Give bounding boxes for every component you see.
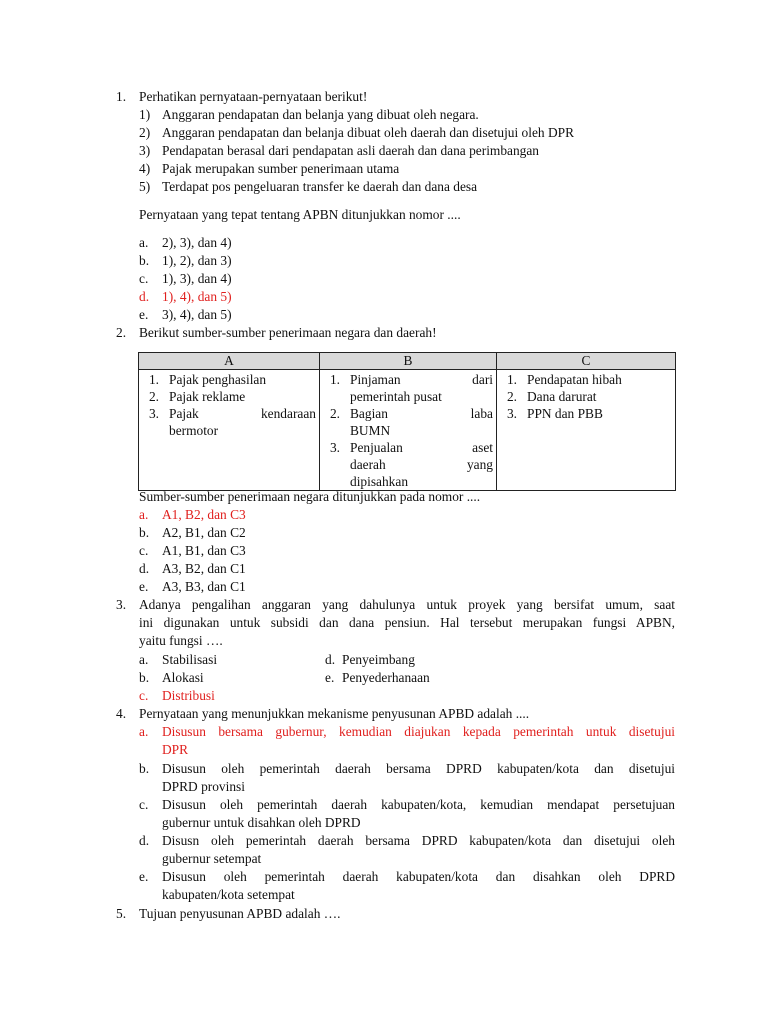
option-letter-answer: c.	[139, 688, 149, 703]
option-letter: c.	[139, 543, 149, 558]
option-letter: b.	[139, 670, 150, 685]
question-text-line: yaitu fungsi ….	[139, 633, 223, 648]
option-text: A2, B1, dan C2	[162, 525, 246, 540]
statement-text: Pendapatan berasal dari pendapatan asli daerah dan dana perimbangan	[162, 143, 539, 158]
question-number: 2.	[116, 325, 127, 340]
list-item: 2. Pajak reklame	[148, 389, 246, 404]
option-letter: e.	[139, 579, 149, 594]
option-letter: b.	[139, 253, 150, 268]
table-header-row	[139, 353, 676, 370]
question-text-line: Adanya pengalihan anggaran yang dahulunya untuk proyek yang bersifat umum, saat	[139, 597, 675, 612]
statement-number: 1)	[139, 107, 151, 122]
option-text: A1, B1, dan C3	[162, 543, 246, 558]
table-header-cell: B	[320, 353, 497, 370]
option-text: Disusun oleh pemerintah daerah kabupaten/kota dan disahkan oleh DPRD	[162, 869, 675, 884]
question-number: 4.	[116, 706, 127, 721]
question-text: Perhatikan pernyataan-pernyataan berikut!	[139, 89, 368, 104]
question-number: 1.	[116, 89, 127, 104]
table-row	[139, 370, 676, 491]
option-letter: a.	[139, 235, 149, 250]
option-text: Penyeimbang	[342, 652, 415, 667]
list-item: 3. Penjualan aset daerah yang dipisahkan	[329, 440, 493, 489]
question-number: 3.	[116, 597, 127, 612]
option-letter: a.	[139, 652, 149, 667]
question-prompt: Sumber-sumber penerimaan negara ditunjukkan pada nomor ....	[139, 489, 481, 504]
option-letter: b.	[139, 525, 150, 540]
option-text: 2), 3), dan 4)	[162, 235, 232, 250]
list-item: 1. Pinjaman dari pemerintah pusat	[329, 372, 493, 404]
question-prompt: Pernyataan yang tepat tentang APBN ditunjukkan nomor ....	[139, 207, 461, 222]
option-text: Disusn oleh pemerintah daerah bersama DPRD kabupaten/kota dan disetujui oleh	[162, 833, 675, 848]
statement-text: Terdapat pos pengeluaran transfer ke daerah dan dana desa	[162, 179, 478, 194]
statement-text: Anggaran pendapatan dan belanja dibuat oleh daerah dan disetujui oleh DPR	[162, 125, 575, 140]
option-letter-answer: a.	[139, 724, 149, 739]
option-letter: e.	[139, 869, 149, 884]
option-letter: d.	[139, 561, 150, 576]
table-header-cell: A	[139, 353, 320, 370]
question-text: Berikut sumber-sumber penerimaan negara dan daerah!	[139, 325, 437, 340]
table-header-cell: C	[497, 353, 676, 370]
option-text: 1), 2), dan 3)	[162, 253, 232, 268]
option-text-answer: Distribusi	[162, 688, 215, 703]
option-text-answer: 1), 4), dan 5)	[162, 289, 232, 304]
statement-text: Anggaran pendapatan dan belanja yang dibuat oleh negara.	[162, 107, 479, 122]
option-text: 1), 3), dan 4)	[162, 271, 232, 286]
option-text: 3), 4), dan 5)	[162, 307, 232, 322]
question-number: 5.	[116, 906, 127, 921]
statement-number: 2)	[139, 125, 151, 140]
option-text: kabupaten/kota setempat	[162, 887, 295, 902]
option-text: gubernur setempat	[162, 851, 262, 866]
table-cell-b	[320, 370, 497, 491]
list-item: 3. PPN dan PBB	[506, 406, 603, 421]
list-item: 1. Pajak penghasilan	[148, 372, 267, 387]
option-letter: c.	[139, 271, 149, 286]
option-text: DPRD provinsi	[162, 779, 245, 794]
option-text: A3, B3, dan C1	[162, 579, 246, 594]
list-item: 1. Pendapatan hibah	[506, 372, 622, 387]
question-text: Pernyataan yang menunjukkan mekanisme penyusunan APBD adalah ....	[139, 706, 530, 721]
question-text: Tujuan penyusunan APBD adalah ….	[139, 906, 341, 921]
option-text: Stabilisasi	[162, 652, 218, 667]
list-item: 2. Dana darurat	[506, 389, 597, 404]
statement-number: 4)	[139, 161, 151, 176]
revenue-sources-table	[138, 352, 676, 491]
question-text-line: ini digunakan untuk subsidi dan dana pensiun. Hal tersebut merupakan fungsi APBN,	[139, 615, 675, 630]
option-text: Penyederhanaan	[342, 670, 430, 685]
option-letter: c.	[139, 797, 149, 812]
option-letter: d.	[139, 833, 150, 848]
option-letter-answer: a.	[139, 507, 149, 522]
statement-number: 3)	[139, 143, 151, 158]
option-letter-answer: d.	[139, 289, 150, 304]
option-letter: e.	[325, 670, 335, 685]
option-text: Disusun oleh pemerintah daerah bersama DPRD kabupaten/kota dan disetujui	[162, 761, 675, 776]
table-cell-c	[497, 370, 676, 491]
option-text: gubernur untuk disahkan oleh DPRD	[162, 815, 361, 830]
option-text-answer: A1, B2, dan C3	[162, 507, 246, 522]
option-text-answer: DPR	[162, 742, 189, 757]
list-item: 3. Pajak kendaraan bermotor	[148, 406, 316, 438]
option-text: A3, B2, dan C1	[162, 561, 246, 576]
option-text-answer: Disusun bersama gubernur, kemudian diajukan kepada pemerintah untuk disetujui	[162, 724, 675, 739]
table-cell-a	[139, 370, 320, 491]
option-letter: b.	[139, 761, 150, 776]
statement-number: 5)	[139, 179, 151, 194]
list-item: 2. Bagian laba BUMN	[329, 406, 493, 438]
option-text: Alokasi	[162, 670, 204, 685]
option-letter: d.	[325, 652, 336, 667]
statement-text: Pajak merupakan sumber penerimaan utama	[162, 161, 400, 176]
option-letter: e.	[139, 307, 149, 322]
option-text: Disusun oleh pemerintah daerah kabupaten/kota, kemudian mendapat persetujuan	[162, 797, 675, 812]
